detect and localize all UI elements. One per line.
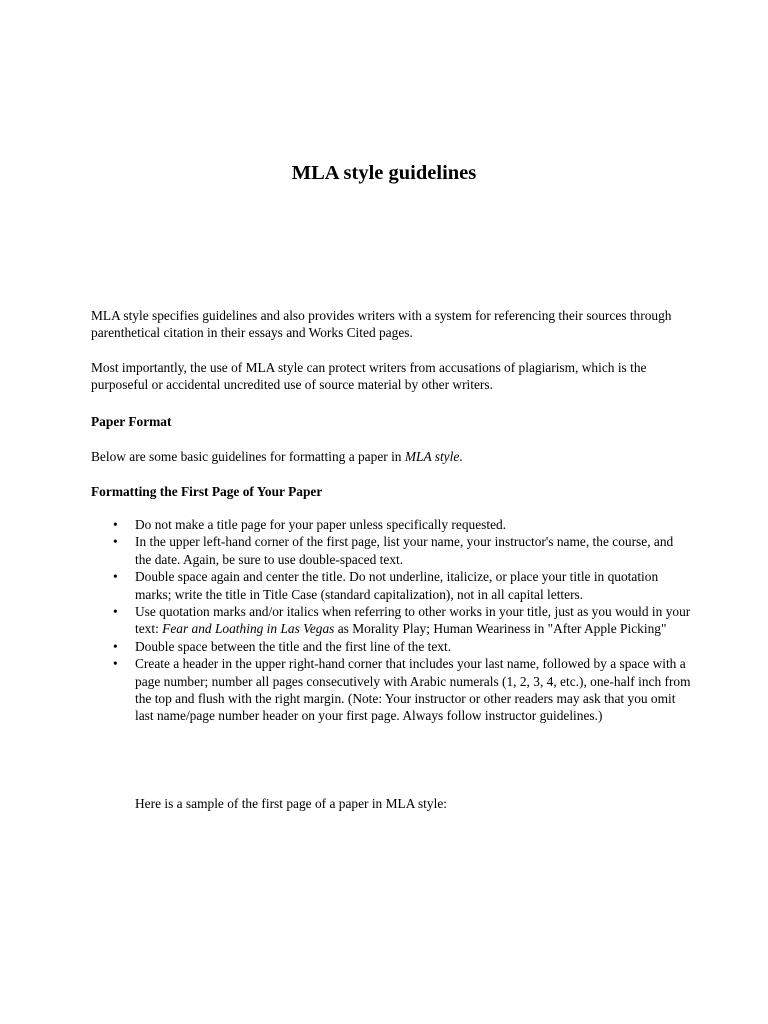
list-item-text-end: as Morality Play; Human Weariness in "After Apple Picking" [334,621,667,637]
list-item [91,603,691,638]
list-item [91,638,691,655]
list-item-text: Double space again and center the title. Do not underline, italicize, or place your title in quotation marks; write the title in Title Case (standard capitalization), not in all capital letters. [135,569,659,602]
basic-guidelines-end: . [459,449,463,464]
bullet-icon: • [113,569,118,585]
sample-intro-paragraph: Here is a sample of the first page of a paper in MLA style: [135,796,447,811]
bullet-icon: • [113,656,118,672]
list-item-text: Create a header in the upper right-hand corner that includes your last name, followed by a space with a page number; number all pages consecutively with Arabic numerals (1, 2, 3, 4, etc.), one-half inch from the top and flush with the right margin. (Note: Your instructor or other readers may ask that you omit last name/page number header on your first page. Always follow instructor guidelines.) [135,656,691,724]
list-item [91,516,691,533]
bullet-icon: • [113,534,118,550]
list-item [91,568,691,603]
list-item [91,655,691,725]
bullet-icon: • [113,604,118,620]
importance-paragraph: Most importantly, the use of MLA style can protect writers from accusations of plagiarism, which is the purposeful or accidental uncredited use of source material by other writers. [91,360,647,393]
bullet-icon: • [113,638,118,654]
list-item-text: Use quotation marks and/or italics when referring to other works in your title, just as you would in your text: [135,604,691,637]
first-page-heading: Formatting the First Page of Your Paper [91,484,323,499]
list-item-text: Double space between the title and the first line of the text. [135,638,452,654]
list-item-text: Do not make a title page for your paper unless specifically requested. [135,517,507,532]
work-title-emphasis: Fear and Loathing in Las Vegas [162,621,335,637]
intro-paragraph: MLA style specifies guidelines and also provides writers with a system for referencing their sources through parenthetical citation in their essays and Works Cited pages. [91,308,672,341]
list-item [91,533,691,568]
document-title: MLA style guidelines [291,162,477,184]
bullet-icon: • [113,517,118,532]
basic-guidelines-text: Below are some basic guidelines for formatting a paper in [91,449,405,464]
basic-guidelines-paragraph [91,448,691,465]
list-item-text: In the upper left-hand corner of the first page, list your name, your instructor's name, the course, and the date. Again, be sure to use double-spaced text. [135,534,674,567]
formatting-bullet-list [91,516,691,725]
paper-format-heading: Paper Format [91,414,172,429]
mla-style-emphasis: MLA style [404,449,460,464]
